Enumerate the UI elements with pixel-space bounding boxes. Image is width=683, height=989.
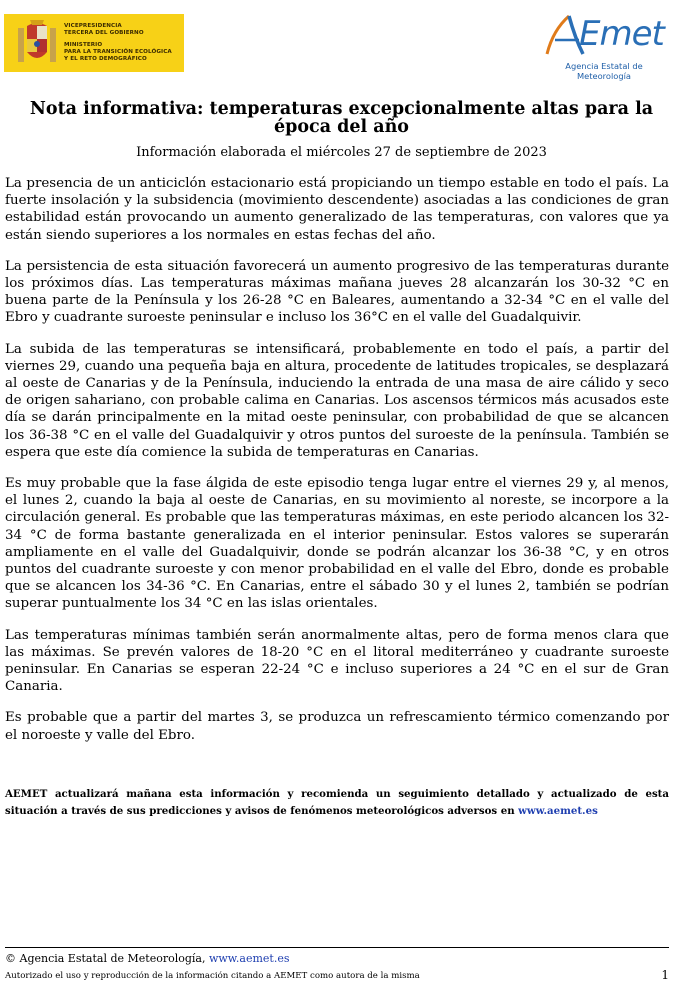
document-title: Nota informativa: temperaturas excepcionalmente altas para la época del año [29, 99, 654, 137]
footer-link[interactable]: www.aemet.es [208, 952, 290, 965]
coat-of-arms-icon [16, 18, 58, 68]
gov-logo-line: MINISTERIO [64, 42, 103, 48]
gov-logo-line: Y EL RETO DEMOGRÁFICO [64, 56, 147, 62]
paragraph: Es probable que a partir del martes 3, se produzca un refrescamiento térmico comenzando por el noroeste y valle del Ebro. [5, 710, 669, 743]
document-body [5, 175, 669, 758]
paragraph: La presencia de un anticiclón estacionario está propiciando un tiempo estable en todo el país. La fuerte insolación y la subsidencia (movimiento descendente) asociadas a las condiciones de gran estabilidad están provocando un aumento generalizado de las temperaturas, con valores que ya están siendo superiores a los normales en estas fechas del año. [5, 176, 669, 243]
aemet-wordmark: Emet [579, 14, 664, 54]
gov-logo-line: VICEPRESIDENCIA [64, 23, 122, 29]
footer-authorization: Autorizado el uso y reproducción de la información citando a AEMET como autora de la misma [5, 971, 420, 981]
footer-divider [5, 947, 669, 948]
paragraph: Es muy probable que la fase álgida de este episodio tenga lugar entre el viernes 29 y, al menos, el lunes 2, cuando la baja al oeste de Canarias, en su movimiento al noreste, se incorpore a la circulación general. Es probable que las temperaturas máximas, en este periodo alcancen los 32-34 °C de forma bastante generalizada en el interior peninsular. Estos valores se superarán ampliamente en el valle del Guadalquivir, donde se podrán alcanzar los 36-38 °C, y en otros puntos del cuadrante suroeste y con menor probabilidad en el valle del Ebro, donde es probable que se alcancen los 34-36 °C. En Canarias, entre el sábado 30 y el lunes 2, también se podrían superar puntualmente los 34 °C en las islas orientales. [5, 476, 669, 612]
copyright-text: © Agencia Estatal de Meteorología, [5, 952, 209, 965]
aemet-link[interactable]: www.aemet.es [518, 805, 598, 817]
government-logo-text [64, 23, 172, 63]
paragraph: La subida de las temperaturas se intensificará, probablemente en todo el país, a partir del viernes 29, cuando una pequeña baja en altura, procedente de latitudes tropicales, se desplazará al oeste de Canarias y de la Península, induciendo la entrada de una masa de aire cálido y seco de origen sahariano, con probable calima en Canarias. Los ascensos térmicos más acusados este día se darán principalmente en la mitad oeste peninsular, con probabilidad de que se alcancen los 36-38 °C en el valle del Guadalquivir y otros puntos del suroeste de la península. También se espera que este día comience la subida de temperaturas en Canarias. [5, 341, 669, 460]
footer-copyright [5, 952, 290, 965]
aemet-logo [539, 10, 669, 81]
government-logo [4, 14, 184, 72]
closing-text: AEMET actualizará mañana esta información y recomienda un seguimiento detallado y actualizado de esta situación a través de sus predicciones y avisos de fenómenos meteorológicos adversos en [5, 788, 669, 817]
page-number: 1 [661, 968, 669, 982]
paragraph: Las temperaturas mínimas también serán anormalmente altas, pero de forma menos clara que las máximas. Se prevén valores de 18-20 °C en el litoral mediterráneo y cuadrante suroeste peninsular. En Canarias se esperan 22-24 °C e incluso superiores a 24 °C en el sur de Gran Canaria. [5, 627, 669, 695]
paragraph: La persistencia de esta situación favorecerá un aumento progresivo de las temperaturas durante los próximos días. Las temperaturas máximas mañana jueves 28 alcanzarán los 30-32 °C en buena parte de la Península y los 26-28 °C en Baleares, aumentando a 32-34 °C en el valle del Ebro y cuadrante suroeste peninsular e incluso los 36°C en el valle del Guadalquivir. [5, 258, 669, 326]
aemet-subtitle: Agencia Estatal de Meteorología [565, 61, 643, 81]
gov-logo-line: PARA LA TRANSICIÓN ECOLÓGICA [64, 49, 172, 55]
closing-note [5, 786, 669, 820]
gov-logo-line: TERCERA DEL GOBIERNO [64, 30, 144, 36]
document-date: Información elaborada el miércoles 27 de septiembre de 2023 [136, 145, 547, 160]
